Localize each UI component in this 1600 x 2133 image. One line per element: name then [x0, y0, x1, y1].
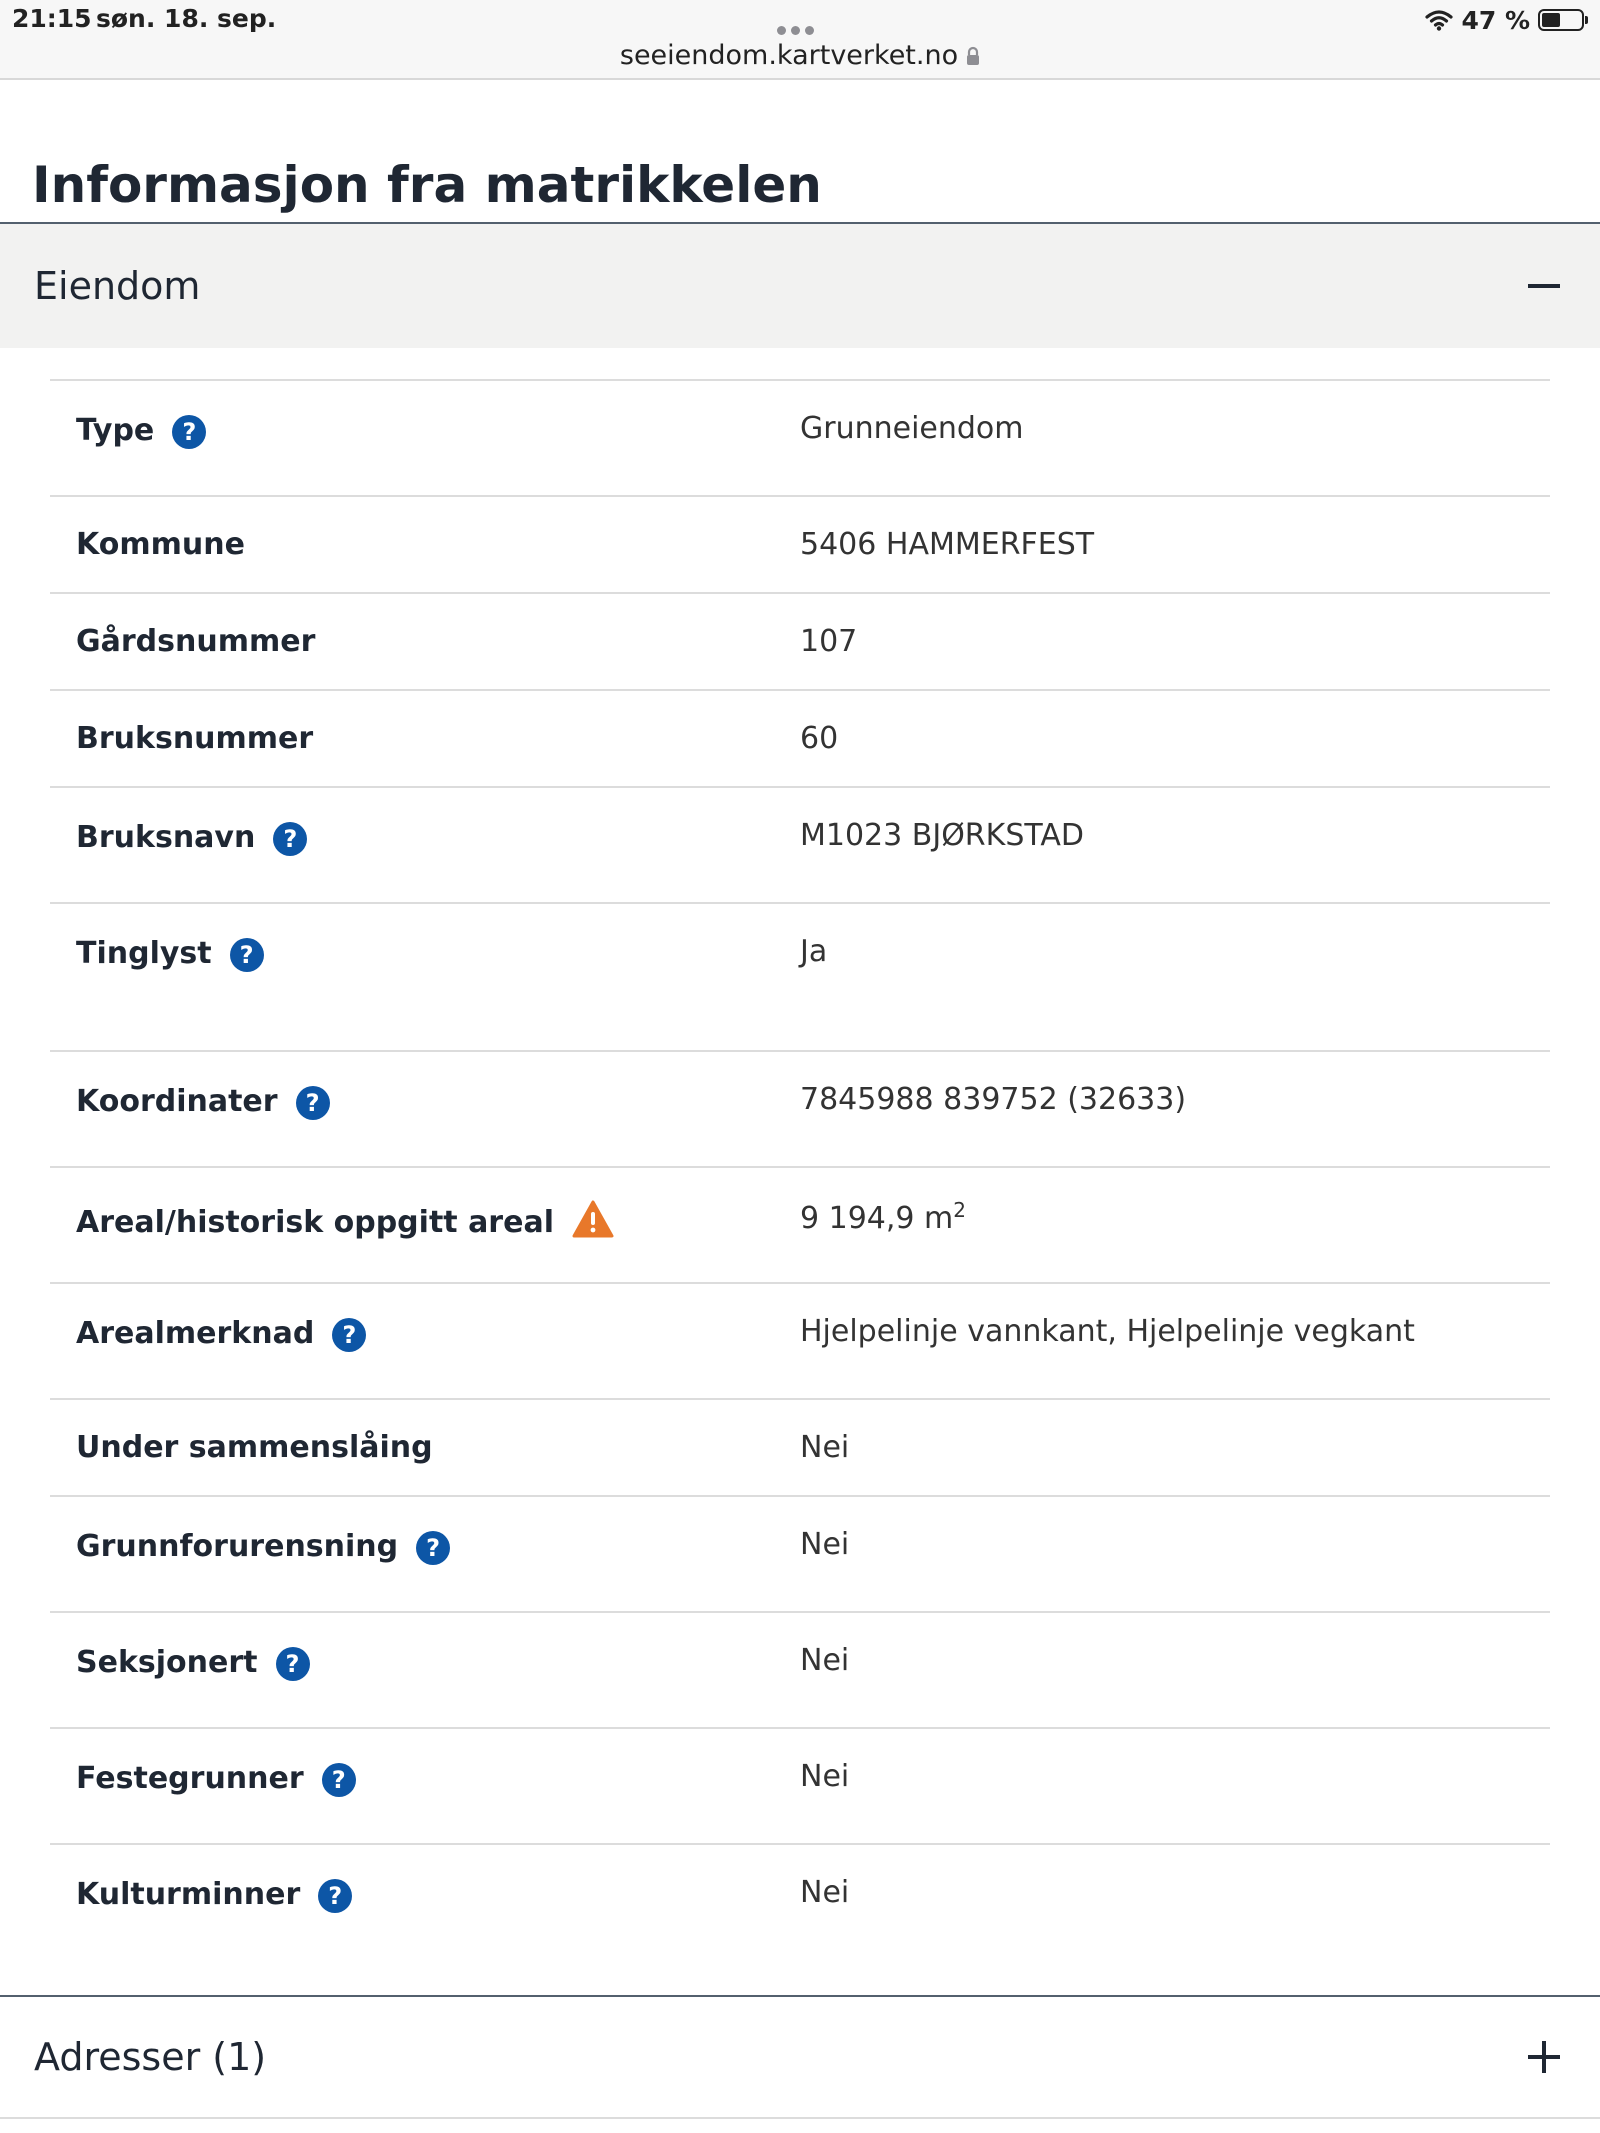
row-value-cell	[800, 1430, 849, 1465]
property-table	[50, 379, 1550, 1959]
row-label-cell	[50, 1082, 800, 1120]
status-indicators	[1425, 4, 1584, 36]
row-value-cell	[800, 1875, 849, 1910]
row-label-cell	[50, 527, 800, 562]
row-label: Tinglyst	[76, 935, 212, 971]
expand-plus-icon[interactable]	[1528, 2041, 1560, 2073]
row-value: M1023 BJØRKSTAD	[800, 818, 1084, 853]
row-value-cell	[800, 1643, 849, 1678]
row-label: Gårdsnummer	[76, 624, 316, 659]
row-label-cell	[50, 818, 800, 856]
row-value-cell	[800, 1082, 1186, 1117]
table-row	[50, 1495, 1550, 1611]
row-label-cell	[50, 934, 800, 972]
table-row	[50, 786, 1550, 902]
help-icon[interactable]: ?	[332, 1318, 366, 1352]
battery-icon	[1538, 9, 1584, 31]
row-value: Nei	[800, 1430, 850, 1465]
row-value: Grunneiendom	[800, 411, 1024, 446]
row-label: Arealmerknad	[76, 1315, 315, 1351]
row-value-cell	[800, 721, 838, 756]
help-icon[interactable]: ?	[318, 1879, 352, 1913]
collapse-minus-icon[interactable]	[1528, 270, 1560, 302]
table-row	[50, 689, 1550, 786]
status-bar	[0, 0, 1600, 80]
url-text: seeiendom.kartverket.no	[619, 40, 959, 71]
help-icon[interactable]: ?	[416, 1531, 450, 1565]
row-value: 60	[800, 721, 839, 756]
row-label-cell	[50, 721, 800, 756]
battery-percent: 47 %	[1461, 5, 1530, 35]
help-icon[interactable]: ?	[273, 822, 307, 856]
row-label: Seksjonert	[76, 1644, 258, 1680]
row-value: Nei	[800, 1875, 850, 1910]
row-value: Nei	[800, 1759, 850, 1794]
unit-superscript: 2	[953, 1198, 967, 1222]
row-label: Kommune	[76, 527, 245, 562]
row-value: 5406 HAMMERFEST	[800, 527, 1095, 562]
accordion-eiendom-label: Eiendom	[34, 264, 201, 308]
status-time: 21:15	[12, 4, 92, 33]
row-label-cell	[50, 1198, 800, 1246]
multitask-dots-icon[interactable]	[777, 20, 823, 30]
row-value-cell	[800, 818, 1084, 853]
table-row	[50, 1398, 1550, 1495]
status-date: søn. 18. sep.	[96, 4, 277, 33]
address-bar[interactable]	[0, 40, 1600, 73]
table-row	[50, 1166, 1550, 1282]
table-row	[50, 1843, 1550, 1959]
table-row	[50, 1727, 1550, 1843]
row-label: Under sammenslåing	[76, 1430, 433, 1465]
row-value-cell	[800, 624, 857, 659]
page-title: Informasjon fra matrikkelen	[32, 156, 822, 214]
help-icon[interactable]: ?	[230, 938, 264, 972]
row-label: Festegrunner	[76, 1760, 304, 1796]
row-label: Type	[76, 412, 155, 448]
row-value-cell	[800, 1527, 849, 1562]
help-icon[interactable]: ?	[172, 415, 206, 449]
accordion-adresser-header[interactable]	[0, 1997, 1600, 2119]
table-row	[50, 495, 1550, 592]
row-label: Bruksnavn	[76, 819, 256, 855]
row-label: Koordinater	[76, 1083, 278, 1119]
help-icon[interactable]: ?	[276, 1647, 310, 1681]
table-row	[50, 379, 1550, 495]
row-label-cell	[50, 1430, 800, 1465]
row-label-cell	[50, 624, 800, 659]
table-row	[50, 1611, 1550, 1727]
row-value: Nei	[800, 1643, 850, 1678]
row-value: Ja	[800, 934, 828, 969]
row-label-cell	[50, 1759, 800, 1797]
lock-icon	[966, 42, 980, 73]
warning-icon[interactable]	[572, 1200, 614, 1246]
help-icon[interactable]: ?	[296, 1086, 330, 1120]
help-icon[interactable]: ?	[322, 1763, 356, 1797]
table-row	[50, 1050, 1550, 1166]
row-value: Hjelpelinje vannkant, Hjelpelinje vegkant	[800, 1314, 1415, 1349]
accordion-adresser-label: Adresser (1)	[34, 2035, 267, 2079]
row-label: Bruksnummer	[76, 721, 314, 756]
row-value-cell	[800, 1198, 966, 1236]
row-value: Nei	[800, 1527, 850, 1562]
row-value-cell	[800, 1314, 1415, 1349]
row-label-cell	[50, 1314, 800, 1352]
accordion-eiendom-header[interactable]	[0, 224, 1600, 348]
table-row	[50, 592, 1550, 689]
row-value-cell	[800, 934, 827, 969]
row-label: Areal/historisk oppgitt areal	[76, 1204, 554, 1240]
table-row	[50, 1282, 1550, 1398]
row-value: 107	[800, 624, 858, 659]
row-label-cell	[50, 1643, 800, 1681]
row-value-cell	[800, 1759, 849, 1794]
row-label-cell	[50, 411, 800, 449]
row-label: Grunnforurensning	[76, 1528, 399, 1564]
row-label-cell	[50, 1875, 800, 1913]
row-value: 7845988 839752 (32633)	[800, 1082, 1187, 1117]
row-value-cell	[800, 527, 1094, 562]
row-label-cell	[50, 1527, 800, 1565]
row-label: Kulturminner	[76, 1876, 301, 1912]
wifi-icon	[1425, 9, 1453, 31]
table-row	[50, 902, 1550, 1050]
row-value: 9 194,9 m	[800, 1201, 954, 1236]
row-value-cell	[800, 411, 1024, 446]
